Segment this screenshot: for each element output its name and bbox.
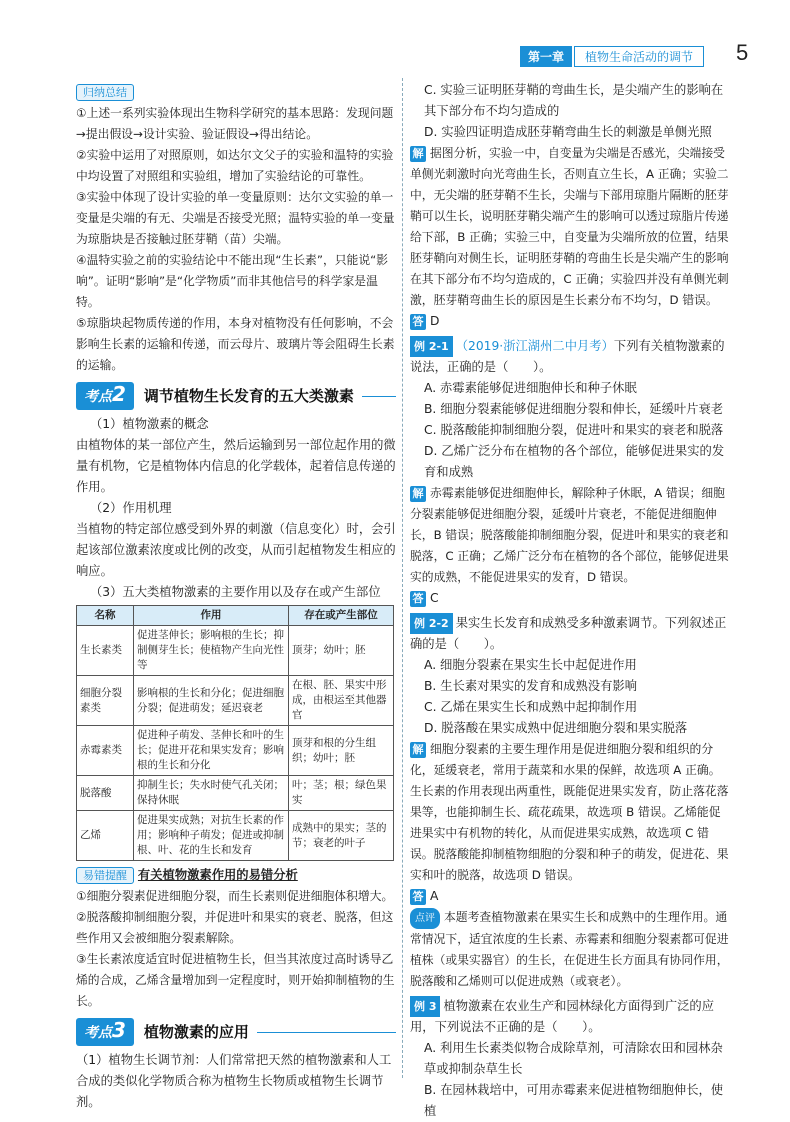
- table-cell: 影响根的生长和分化；促进细胞分裂；促进萌发；延迟衰老: [134, 676, 289, 726]
- column-divider: [402, 78, 404, 1078]
- summary-item: ①上述一系列实验体现出生物科学研究的基本思路：发现问题→提出假设→设计实验、验证假设→得出结论。: [76, 106, 394, 141]
- section-title: 调节植物生长发育的五大类激素: [143, 386, 354, 405]
- hormone-table: [76, 605, 394, 861]
- question: 植物激素在农业生产和园林绿化方面得到广泛的应用，下列说法不正确的是（ ）。: [410, 999, 715, 1034]
- subsection-title: （1）植物激素的概念: [90, 417, 209, 431]
- example-label: 例 2-1: [410, 336, 453, 357]
- tip-tag: 易错提醒: [76, 867, 134, 884]
- table-cell: 在根、胚、果实中形成，由根运至其他器官: [289, 676, 394, 726]
- paragraph: 当植物的特定部位感受到外界的刺激（信息变化）时，会引起该部位激素浓度或比例的改变，从而引起植物发生相应的响应。: [76, 522, 396, 578]
- table-cell: 赤霉素类: [77, 726, 134, 776]
- left-column: [76, 82, 396, 1113]
- section-badge: 考点2: [76, 382, 134, 410]
- table-cell: 生长素类: [77, 626, 134, 676]
- tip-item: ③生长素浓度适宜时促进植物生长，但当其浓度过高时诱导乙烯的合成，乙烯含量增加到一定程度时，则开始抑制植物的生长。: [76, 952, 395, 1008]
- table-cell: 顶芽；幼叶；胚: [289, 626, 394, 676]
- jie-icon: 解: [410, 742, 426, 758]
- example-label: 例 3: [410, 996, 440, 1017]
- example-label: 例 2-2: [410, 613, 453, 634]
- tip-item: ①细胞分裂素促进细胞分裂，而生长素则促进细胞体积增大。: [76, 889, 394, 903]
- chapter-title: 植物生命活动的调节: [574, 46, 704, 67]
- comment-text: 本题考查植物激素在果实生长和成熟中的生理作用。通常情况下，适宜浓度的生长素、赤霉素和细胞分裂素都可促进植株（或果实器官）的生长，在促进生长方面具有协同作用，脱落酸和乙烯则可以促进成熟（或衰老）。: [410, 910, 729, 988]
- chapter-header: [520, 46, 704, 66]
- subsection-title: （3）五大类植物激素的主要作用以及存在或产生部位: [90, 585, 381, 599]
- table-row: [77, 676, 394, 726]
- answer: D: [430, 314, 440, 328]
- table-cell: 脱落酸: [77, 776, 134, 811]
- summary-item: ③实验中体现了设计实验的单一变量原则：达尔文实验的单一变量是尖端的有无、尖端是否接受光照；温特实验的单一变量为琼脂块是否接触过胚芽鞘（苗）尖端。: [76, 190, 395, 246]
- jie-icon: 解: [410, 486, 426, 502]
- table-cell: 抑制生长；失水时使气孔关闭；保持休眠: [134, 776, 289, 811]
- answer-icon: 答: [410, 591, 426, 607]
- table-cell: 顶芽和根的分生组织；幼叶；胚: [289, 726, 394, 776]
- question: 果实生长发育和成熟受多种激素调节。下列叙述正确的是（ ）。: [410, 616, 727, 651]
- section-heading-3: [76, 1018, 396, 1046]
- table-cell: 促进茎伸长；影响根的生长；抑制侧芽生长；使植物产生向光性等: [134, 626, 289, 676]
- page-number: 5: [736, 40, 749, 65]
- table-row: [77, 776, 394, 811]
- paragraph: 由植物体的某一部位产生，然后运输到另一部位起作用的微量有机物，它是植物体内信息的化学载体，起着信息传递的作用。: [76, 438, 396, 494]
- option: B. 生长素对果实的发育和成熟没有影响: [424, 679, 638, 693]
- option: B. 在园林栽培中，可用赤霉素来促进植物细胞伸长，使植: [424, 1083, 724, 1118]
- table-cell: 叶；茎；根；绿色果实: [289, 776, 394, 811]
- answer: C: [430, 591, 439, 605]
- answer: A: [430, 889, 439, 903]
- summary-item: ②实验中运用了对照原则，如达尔文父子的实验和温特的实验中均设置了对照组和实验组，增加了实验结论的可靠性。: [76, 148, 394, 183]
- option: D. 实验四证明造成胚芽鞘弯曲生长的刺激是单侧光照: [424, 125, 712, 139]
- table-cell: 成熟中的果实；茎的节；衰老的叶子: [289, 811, 394, 861]
- summary-tag: 归纳总结: [76, 84, 134, 101]
- option: D. 乙烯广泛分布在植物的各个部位，能够促进果实的发育和成熟: [424, 444, 725, 479]
- table-row: [77, 811, 394, 861]
- explanation: 据图分析，实验一中，自变量为尖端是否感光，尖端接受单侧光刺激时向光弯曲生长，否则直立生长，A 正确；实验二中，无尖端的胚芽鞘不生长，尖端与下部用琼脂片隔断的胚芽鞘可以生长，说明胚芽鞘尖端产生的影响可以透过琼脂片传递给下部，B 正确；实验三中，自变量为尖端所放的位置，结果胚芽鞘向对侧生长，证明胚芽鞘的弯曲生长是尖端产生的影响在其下部分布不均匀造成的，C 正确；实验四并没有单侧光刺激，胚芽鞘弯曲生长的原因是生长素分布不均匀，D 错误。: [410, 146, 729, 307]
- table-cell: 细胞分裂素类: [77, 676, 134, 726]
- option: A. 利用生长素类似物合成除草剂，可清除农田和园林杂草或抑制杂草生长: [424, 1041, 723, 1076]
- summary-item: ⑤琼脂块起物质传递的作用，本身对植物没有任何影响，不会影响生长素的运输和传递，而云母片、玻璃片等会阻碍生长素的运输。: [76, 316, 395, 372]
- subsection-title: （2）作用机理: [90, 501, 172, 515]
- option: C. 脱落酸能抑制细胞分裂，促进叶和果实的衰老和脱落: [424, 423, 724, 437]
- option: A. 赤霉素能够促进细胞伸长和种子休眠: [424, 381, 637, 395]
- table-cell: 乙烯: [77, 811, 134, 861]
- answer-icon: 答: [410, 314, 426, 330]
- option: C. 乙烯在果实生长和成熟中起抑制作用: [424, 700, 638, 714]
- table-cell: 促进果实成熟；对抗生长素的作用；影响种子萌发；促进或抑制根、叶、花的生长和发育: [134, 811, 289, 861]
- paragraph: （1）植物生长调节剂：人们常常把天然的植物激素和人工合成的类似化学物质合称为植物生长物质或植物生长调节剂。: [76, 1053, 392, 1109]
- right-column: [410, 80, 730, 1122]
- table-header: 作用: [134, 606, 289, 626]
- section-heading-2: [76, 382, 396, 410]
- summary-item: ④温特实验之前的实验结论中不能出现“生长素”，只能说“影响”。证明“影响”是“化学物质”而非其他信号的科学家是温特。: [76, 253, 389, 309]
- tip-item: ②脱落酸抑制细胞分裂，并促进叶和果实的衰老、脱落，但这些作用又会被细胞分裂素解除。: [76, 910, 394, 945]
- option: A. 细胞分裂素在果实生长中起促进作用: [424, 658, 637, 672]
- table-cell: 促进种子萌发、茎伸长和叶的生长；促进开花和果实发育；影响根的生长和分化: [134, 726, 289, 776]
- explanation: 细胞分裂素的主要生理作用是促进细胞分裂和组织的分化，延缓衰老，常用于蔬菜和水果的保鲜，故选项 A 正确。生长素的作用表现出两重性，既能促进果实发育，防止落花落果等，也能抑制生长、疏花疏果，故选项 B 错误。乙烯能促进果实中有机物的转化，从而促进果实成熟，故选项 C 错误。脱落酸能抑制植物细胞的分裂和种子的萌发，促进花、果实和叶的脱落，故选项 D 错误。: [410, 742, 729, 882]
- chapter-label: 第一章: [520, 46, 572, 67]
- section-badge: 考点3: [76, 1018, 134, 1046]
- option: B. 细胞分裂素能够促进细胞分裂和伸长，延缓叶片衰老: [424, 402, 724, 416]
- example-source: （2019·浙江湖州二中月考）: [455, 339, 614, 353]
- table-header: 名称: [77, 606, 134, 626]
- comment-badge: 点评: [410, 908, 440, 929]
- option: D. 脱落酸在果实成熟中促进细胞分裂和果实脱落: [424, 721, 688, 735]
- answer-icon: 答: [410, 889, 426, 905]
- table-row: [77, 726, 394, 776]
- section-title: 植物激素的应用: [143, 1022, 249, 1041]
- jie-icon: 解: [410, 146, 426, 162]
- tip-title: 有关植物激素作用的易错分析: [137, 868, 298, 882]
- table-row: [77, 626, 394, 676]
- table-header: 存在或产生部位: [289, 606, 394, 626]
- option: C. 实验三证明胚芽鞘的弯曲生长，是尖端产生的影响在其下部分布不均匀造成的: [424, 83, 724, 118]
- question: 下列有关植物激素的说法，正确的是（ ）。: [410, 339, 725, 374]
- explanation: 赤霉素能够促进细胞伸长，解除种子休眠，A 错误；细胞分裂素能够促进细胞分裂，延缓叶片衰老，不能促进细胞伸长，B 错误；脱落酸能抑制细胞分裂，促进叶和果实的衰老和脱落，C 正确；乙烯广泛分布在植物的各个部位，能够促进果实的成熟，不能促进果实的发育，D 错误。: [410, 486, 729, 584]
